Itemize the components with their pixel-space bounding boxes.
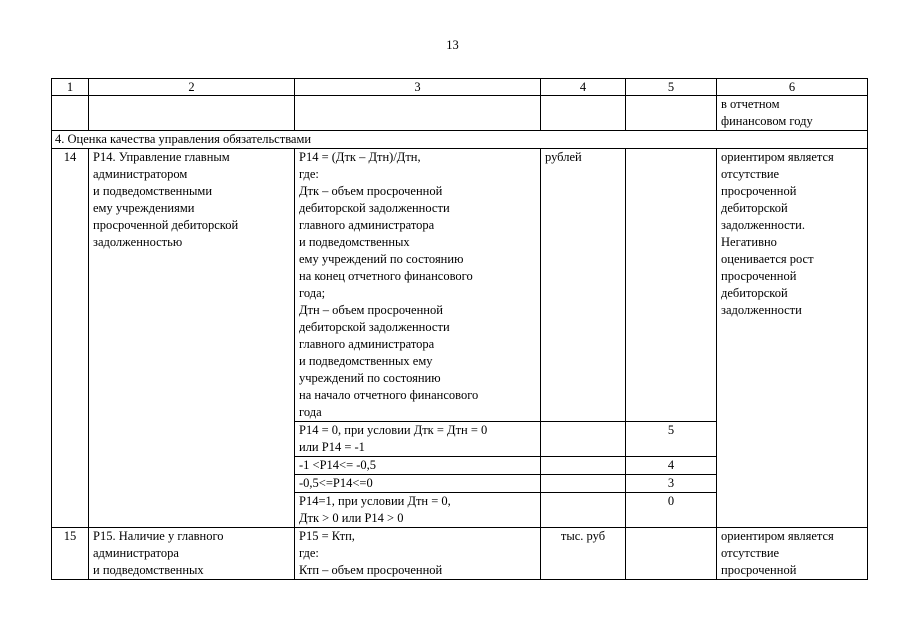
row-14-main xyxy=(52,149,868,422)
score-points: 5 xyxy=(626,422,717,457)
row-15-unit: тыс. руб xyxy=(541,528,626,580)
header-col-5: 5 xyxy=(626,79,717,96)
score-points: 0 xyxy=(626,493,717,528)
score-condition: Р14 = 0, при условии Дтк = Дтн = 0 или Р14 = -1 xyxy=(295,422,541,457)
row-15-formula: Р15 = Ктп, где: Ктп – объем просроченной xyxy=(295,528,541,580)
row-14-indicator-name: Р14. Управление главным администратором и подведомственными ему учреждениями просроченной дебиторской задолженностью xyxy=(89,149,295,528)
row-15-number: 15 xyxy=(52,528,89,580)
score-condition: -1 <Р14<= -0,5 xyxy=(295,457,541,475)
continuation-comment: в отчетном финансовом году xyxy=(717,96,868,131)
row-15-indicator-name: Р15. Наличие у главного администратора и подведомственных xyxy=(89,528,295,580)
header-col-6: 6 xyxy=(717,79,868,96)
header-col-4: 4 xyxy=(541,79,626,96)
section-row xyxy=(52,131,868,149)
header-col-3: 3 xyxy=(295,79,541,96)
continuation-row xyxy=(52,96,868,131)
score-points: 4 xyxy=(626,457,717,475)
row-14-formula: Р14 = (Дтк – Дтн)/Дтн, где: Дтк – объем просроченной дебиторской задолженности главного администратора и подведомственных ему учреждений по состоянию на конец отчетного финансового года; Дтн – объем просроченной дебиторской задолженности главного администратора и подведомственных ему учреждений по состоянию на начало отчетного финансового года xyxy=(295,149,541,422)
header-col-2: 2 xyxy=(89,79,295,96)
score-points: 3 xyxy=(626,475,717,493)
row-15-main xyxy=(52,528,868,580)
row-15-comment: ориентиром является отсутствие просроченной xyxy=(717,528,868,580)
row-14-unit: рублей xyxy=(541,149,626,422)
row-14-comment: ориентиром является отсутствие просроченной дебиторской задолженности. Негативно оценивается рост просроченной дебиторской задолженности xyxy=(717,149,868,528)
section-title: 4. Оценка качества управления обязательствами xyxy=(52,131,868,149)
header-col-1: 1 xyxy=(52,79,89,96)
row-14-number: 14 xyxy=(52,149,89,528)
evaluation-table xyxy=(51,78,868,580)
score-condition: Р14=1, при условии Дтн = 0, Дтк > 0 или Р14 > 0 xyxy=(295,493,541,528)
score-condition: -0,5<=Р14<=0 xyxy=(295,475,541,493)
table-header-row xyxy=(52,79,868,96)
page-number: 13 xyxy=(446,38,459,52)
